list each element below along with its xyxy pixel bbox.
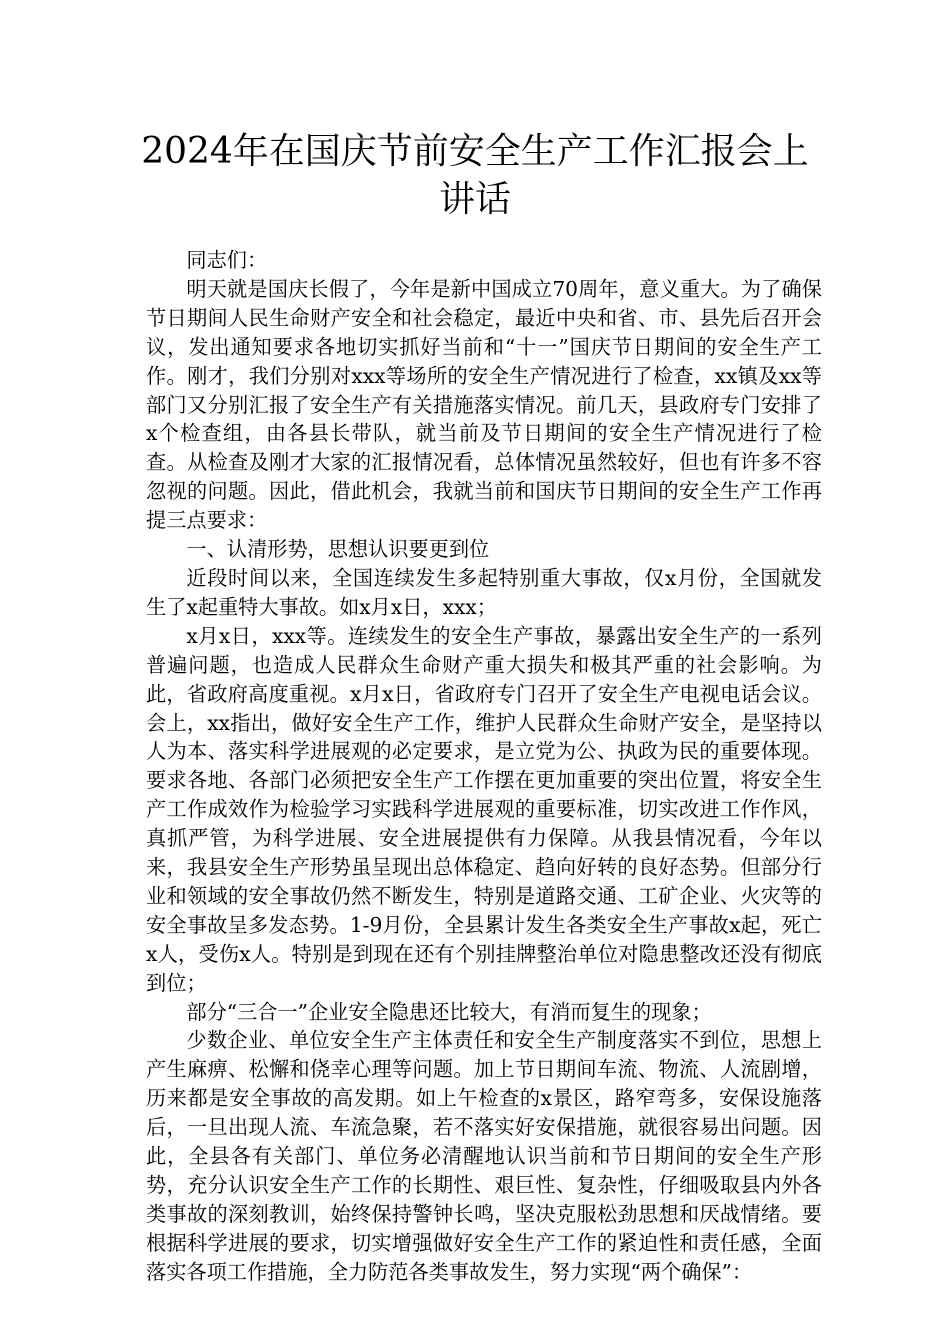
body-paragraph: 近段时间以来，全国连续发生多起特别重大事故，仅x月份，全国就发生了x起重特大事故。如x月x日，xxx； (146, 565, 822, 619)
title-line-1: 2024年在国庆节前安全生产工作汇报会上 (141, 131, 809, 172)
document-body (146, 246, 822, 1287)
body-paragraph: 明天就是国庆长假了，今年是新中国成立70周年，意义重大。为了确保节日期间人民生命财产安全和社会稳定，最近中央和省、市、县先后召开会议，发出通知要求各地切实抓好当前和“十一”国庆节日期间的安全生产工作。刚才，我们分别对xxx等场所的安全生产情况进行了检查，xx镇及xx等部门又分别汇报了安全生产有关措施落实情况。前几天，县政府专门安排了x个检查组，由各县长带队，就当前及节日期间的安全生产情况进行了检查。从检查及刚才大家的汇报情况看，总体情况虽然较好，但也有许多不容忽视的问题。因此，借此机会，我就当前和国庆节日期间的安全生产工作再提三点要求： (146, 276, 822, 533)
body-paragraph: x月x日，xxx等。连续发生的安全生产事故，暴露出安全生产的一系列普遍问题，也造成人民群众生命财产重大损失和极其严重的社会影响。为此，省政府高度重视。x月x日，省政府专门召开了安全生产电视电话会议。会上，xx指出，做好安全生产工作，维护人民群众生命财产安全，是坚持以人为本、落实科学进展观的必定要求，是立党为公、执政为民的重要体现。要求各地、各部门必须把安全生产工作摆在更加重要的突出位置，将安全生产工作成效作为检验学习实践科学进展观的重要标准，切实改进工作作风，真抓严管，为科学进展、安全进展提供有力保障。从我县情况看，今年以来，我县安全生产形势虽呈现出总体稳定、趋向好转的良好态势。但部分行业和领域的安全事故仍然不断发生，特别是道路交通、工矿企业、火灾等的安全事故呈多发态势。1-9月份，全县累计发生各类安全生产事故x起，死亡x人，受伤x人。特别是到现在还有个别挂牌整治单位对隐患整改还没有彻底到位； (146, 623, 822, 995)
title-line-2: 讲话 (438, 179, 511, 220)
body-paragraph: 少数企业、单位安全生产主体责任和安全生产制度落实不到位，思想上产生麻痹、松懈和侥幸心理等问题。加上节日期间车流、物流、人流剧增，历来都是安全事故的高发期。如上午检查的x景区，路窄弯多，安保设施落后，一旦出现人流、车流急聚，若不落实好安保措施，就很容易出问题。因此，全县各有关部门、单位务必清醒地认识当前和节日期间的安全生产形势，充分认识安全生产工作的长期性、艰巨性、复杂性，仔细吸取县内外各类事故的深刻教训，始终保持警钟长鸣，坚决克服松劲思想和厌战情绪。要根据科学进展的要求，切实增强做好安全生产工作的紧迫性和责任感，全面落实各项工作措施，全力防范各类事故发生，努力实现“两个确保”： (146, 1028, 822, 1284)
section-heading: 一、认清形势，思想认识要更到位 (186, 537, 490, 562)
document-title (0, 128, 950, 224)
body-paragraph: 部分“三合一”企业安全隐患还比较大，有消而复生的现象； (186, 999, 712, 1024)
salutation: 同志们： (186, 248, 268, 272)
